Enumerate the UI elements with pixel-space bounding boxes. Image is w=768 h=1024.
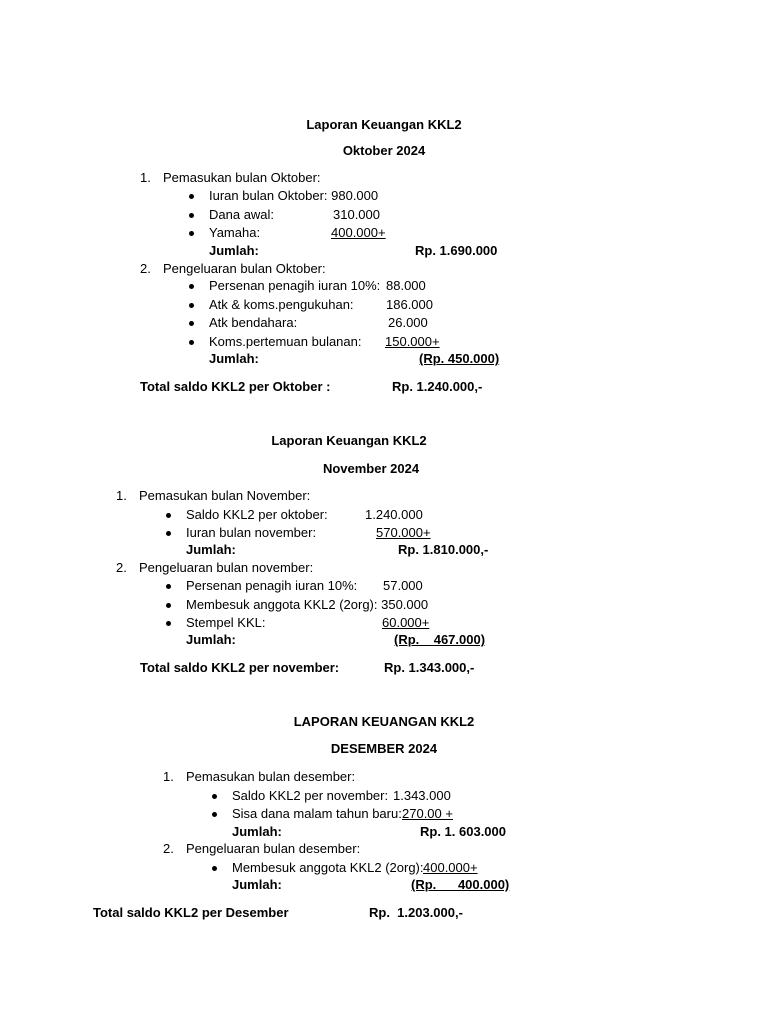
section-number: 2. <box>116 560 127 575</box>
total-value: Rp. 1.810.000,- <box>398 542 489 557</box>
expense-item-label: Membesuk anggota KKL2 (2org): <box>232 860 424 875</box>
saldo-value: Rp. 1.343.000,- <box>384 660 475 675</box>
total-label: Jumlah: <box>186 542 236 557</box>
total-value: (Rp. 467.000) <box>394 632 486 647</box>
total-value: Rp. 1.690.000 <box>415 243 498 258</box>
report-month: DESEMBER 2024 <box>330 741 438 756</box>
expense-item-value: 400.000+ <box>423 860 478 875</box>
expense-item-value: 150.000+ <box>385 334 440 349</box>
income-item-value: 1.240.000 <box>365 507 423 522</box>
total-label: Jumlah: <box>232 877 282 892</box>
income-item-value: 270.00 + <box>402 806 453 821</box>
income-item-value: 570.000+ <box>376 525 431 540</box>
saldo-value: Rp. 1.203.000,- <box>369 905 463 920</box>
total-value: (Rp. 400.000) <box>411 877 510 892</box>
expense-item-value: 60.000+ <box>382 615 430 630</box>
section-number: 1. <box>116 488 127 503</box>
report-month: November 2024 <box>322 461 420 476</box>
expense-item-value: 26.000 <box>388 315 428 330</box>
income-item-label: Dana awal: <box>209 207 275 222</box>
total-label: Jumlah: <box>209 351 259 366</box>
expense-item-value: 57.000 <box>383 578 423 593</box>
report-title: Laporan Keuangan KKL2 <box>271 433 427 448</box>
income-item-label: Iuran bulan Oktober: 980.000 <box>209 188 379 203</box>
total-label: Jumlah: <box>186 632 236 647</box>
income-item-value: 310.000 <box>333 207 380 222</box>
section-number: 2. <box>140 261 151 276</box>
income-item-value: 400.000+ <box>331 225 386 240</box>
income-item-label: Iuran bulan november: <box>186 525 317 540</box>
income-heading: Pemasukan bulan Oktober: <box>163 170 321 185</box>
expense-item-label: Koms.pertemuan bulanan: <box>209 334 362 349</box>
total-label: Jumlah: <box>232 824 282 839</box>
expense-item-value: 88.000 <box>386 278 426 293</box>
income-item-label: Saldo KKL2 per november: <box>232 788 389 803</box>
expense-item-label: Stempel KKL: <box>186 615 266 630</box>
expense-item-label: Membesuk anggota KKL2 (2org): 350.000 <box>186 597 429 612</box>
expense-heading: Pengeluaran bulan desember: <box>186 841 361 856</box>
saldo-label: Total saldo KKL2 per Desember <box>93 905 289 920</box>
total-value: (Rp. 450.000) <box>419 351 500 366</box>
report-month: Oktober 2024 <box>342 143 426 158</box>
income-item-value: 1.343.000 <box>393 788 451 803</box>
expense-heading: Pengeluaran bulan november: <box>139 560 314 575</box>
saldo-label: Total saldo KKL2 per november: <box>140 660 340 675</box>
expense-heading: Pengeluaran bulan Oktober: <box>163 261 326 276</box>
expense-item-label: Persenan penagih iuran 10%: <box>186 578 358 593</box>
income-heading: Pemasukan bulan November: <box>139 488 311 503</box>
section-number: 2. <box>163 841 174 856</box>
saldo-value: Rp. 1.240.000,- <box>392 379 483 394</box>
saldo-label: Total saldo KKL2 per Oktober : <box>140 379 331 394</box>
expense-item-value: 186.000 <box>386 297 433 312</box>
total-value: Rp. 1. 603.000 <box>420 824 506 839</box>
income-item-label: Sisa dana malam tahun baru: <box>232 806 402 821</box>
total-label: Jumlah: <box>209 243 259 258</box>
expense-item-label: Atk & koms.pengukuhan: <box>209 297 354 312</box>
income-item-label: Yamaha: <box>209 225 261 240</box>
expense-item-label: Persenan penagih iuran 10%: <box>209 278 381 293</box>
report-title: Laporan Keuangan KKL2 <box>306 117 462 132</box>
expense-item-label: Atk bendahara: <box>209 315 298 330</box>
income-item-label: Saldo KKL2 per oktober: <box>186 507 328 522</box>
report-title: LAPORAN KEUANGAN KKL2 <box>293 714 475 729</box>
section-number: 1. <box>140 170 151 185</box>
section-number: 1. <box>163 769 174 784</box>
income-heading: Pemasukan bulan desember: <box>186 769 356 784</box>
